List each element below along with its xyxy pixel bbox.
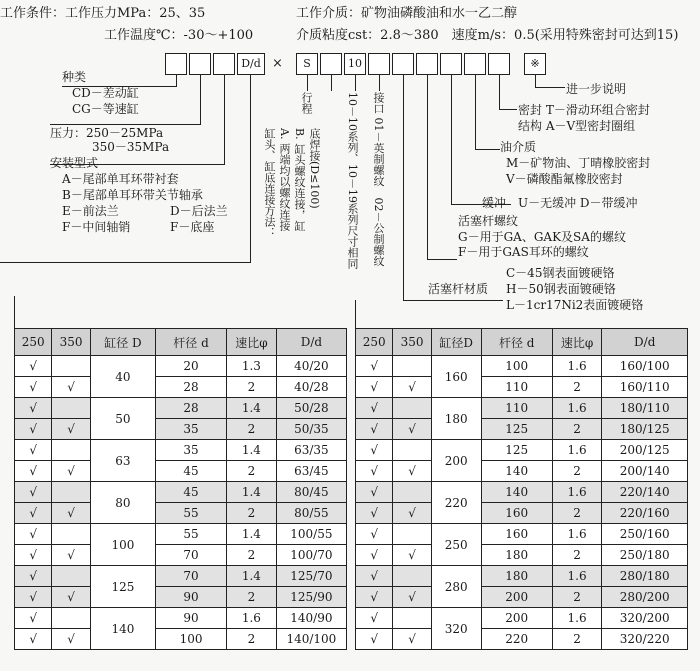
- cell-c350: [393, 524, 431, 545]
- cell-c250: √: [356, 419, 393, 440]
- cell-dd: 220/140: [602, 482, 688, 503]
- cell-rod: 45: [156, 482, 227, 503]
- cell-ratio: 2: [227, 503, 277, 524]
- cell-c350: [52, 482, 90, 503]
- table-row: [356, 482, 688, 503]
- cell-c350: [393, 398, 431, 419]
- cell-ratio: 1.4: [227, 398, 277, 419]
- cell-c350: [393, 440, 431, 461]
- cell-rod: 110: [481, 398, 552, 419]
- cell-c250: √: [15, 503, 52, 524]
- cell-bore: 50: [90, 398, 155, 440]
- cell-bore: 140: [90, 608, 155, 650]
- cell-ratio: 2: [552, 461, 602, 482]
- times-sign: ×: [272, 56, 283, 71]
- cell-rod: 28: [156, 377, 227, 398]
- cell-dd: 180/110: [602, 398, 688, 419]
- cell-c250: √: [15, 587, 52, 608]
- cell-rod: 200: [481, 608, 552, 629]
- col-250: 250: [356, 329, 393, 356]
- cell-dd: 320/200: [602, 608, 688, 629]
- cell-bore: 320: [431, 608, 481, 650]
- mount-b: B－尾部单耳环带关节轴承: [62, 188, 203, 202]
- cell-rod: 100: [156, 629, 227, 650]
- cell-c350: √: [52, 629, 90, 650]
- cell-bore: 250: [431, 524, 481, 566]
- cell-dd: 140/100: [276, 629, 346, 650]
- rod-thread-title: 活塞杆螺纹: [458, 214, 519, 228]
- mount-a: A－尾部单耳环带衬套: [62, 172, 179, 186]
- cell-bore: 40: [90, 356, 155, 398]
- cell-c250: √: [15, 524, 52, 545]
- cell-dd: 220/160: [602, 503, 688, 524]
- mount-middle: F－中间轴销: [62, 220, 131, 234]
- cell-bore: 80: [90, 482, 155, 524]
- cell-c350: √: [393, 461, 431, 482]
- cell-c250: √: [15, 629, 52, 650]
- cell-ratio: 1.4: [227, 440, 277, 461]
- series-label: 10－10系列、10－19系列尺寸相同: [346, 92, 359, 269]
- cell-dd: 50/35: [276, 419, 346, 440]
- working-medium: 工作介质：矿物油磷酸油和水一乙二醇: [296, 6, 518, 21]
- table-row: [15, 398, 347, 419]
- cell-dd: 200/125: [602, 440, 688, 461]
- rod-mat-h: H－50钢表面镀硬铬: [506, 282, 616, 296]
- code-box-s: S: [296, 53, 318, 75]
- cell-dd: 180/125: [602, 419, 688, 440]
- cell-rod: 90: [156, 587, 227, 608]
- code-box-dd: D/d: [237, 53, 265, 75]
- rod-mat-title: 活塞杆材质: [428, 282, 489, 296]
- cell-c350: [52, 524, 90, 545]
- cell-dd: 63/45: [276, 461, 346, 482]
- cell-ratio: 1.6: [552, 440, 602, 461]
- cell-dd: 125/90: [276, 587, 346, 608]
- mount-d: D－后法兰: [170, 204, 228, 218]
- cell-rod: 160: [481, 503, 552, 524]
- col-350: 350: [393, 329, 431, 356]
- cell-ratio: 2: [227, 587, 277, 608]
- code-box-star: ※: [524, 53, 546, 75]
- cell-c250: √: [15, 377, 52, 398]
- cell-c250: √: [15, 461, 52, 482]
- col-350: 350: [52, 329, 90, 356]
- cell-ratio: 1.6: [552, 482, 602, 503]
- cell-bore: 280: [431, 566, 481, 608]
- cell-c350: [52, 356, 90, 377]
- code-box-conn: [320, 53, 342, 75]
- further-note: 进一步说明: [566, 82, 627, 96]
- cell-c350: [393, 608, 431, 629]
- oil-title: 油介质: [500, 140, 537, 154]
- cell-ratio: 1.6: [552, 398, 602, 419]
- cell-dd: 50/28: [276, 398, 346, 419]
- cell-c350: [393, 356, 431, 377]
- cell-c250: √: [15, 440, 52, 461]
- table-row: [356, 587, 688, 608]
- cell-rod: 35: [156, 419, 227, 440]
- rod-thread-f: F－用于GAS耳环的螺纹: [458, 245, 589, 259]
- table-row: [15, 482, 347, 503]
- cell-c350: √: [393, 629, 431, 650]
- cell-ratio: 2: [552, 545, 602, 566]
- cell-ratio: 2: [227, 377, 277, 398]
- cell-c250: √: [356, 482, 393, 503]
- cell-c250: √: [15, 482, 52, 503]
- cell-c250: √: [356, 398, 393, 419]
- working-pressure: 工作条件：工作压力MPa：25、35: [0, 6, 206, 21]
- cell-ratio: 1.4: [227, 524, 277, 545]
- table-row: [356, 398, 688, 419]
- table-row: [356, 419, 688, 440]
- kind-title: 种类: [62, 70, 87, 84]
- cell-c250: √: [356, 587, 393, 608]
- cell-c350: √: [393, 377, 431, 398]
- cell-rod: 125: [481, 440, 552, 461]
- working-temperature: 工作温度℃：-30～+100: [104, 28, 254, 43]
- medium-viscosity: 介质粘度cst：2.8～380 速度m/s：0.5(采用特殊密封可达到15): [296, 28, 679, 43]
- cell-dd: 280/180: [602, 566, 688, 587]
- table-row: [15, 461, 347, 482]
- table-row: [15, 566, 347, 587]
- cell-c250: √: [356, 566, 393, 587]
- table-row: [15, 356, 347, 377]
- cell-c250: √: [15, 356, 52, 377]
- table-row: [15, 419, 347, 440]
- cell-dd: 280/200: [602, 587, 688, 608]
- cell-rod: 180: [481, 566, 552, 587]
- cell-ratio: 1.6: [552, 356, 602, 377]
- cell-bore: 100: [90, 524, 155, 566]
- table-row: [356, 566, 688, 587]
- cell-c250: √: [15, 566, 52, 587]
- stroke-label: 行程: [300, 92, 313, 114]
- cell-c250: √: [15, 608, 52, 629]
- oil-m: M－矿物油、丁晴橡胶密封: [506, 156, 651, 170]
- col-bore: 缸径D: [431, 329, 481, 356]
- kind-cd: CD－差动缸: [72, 86, 139, 100]
- spec-table-right: [355, 328, 688, 650]
- cell-rod: 125: [481, 419, 552, 440]
- cell-c350: √: [52, 419, 90, 440]
- cell-c350: √: [52, 377, 90, 398]
- col-ratio: 速比φ: [552, 329, 602, 356]
- code-box-thread: [368, 53, 390, 75]
- table-row: [356, 608, 688, 629]
- seal-a: 结构 A－V型密封圈组: [518, 119, 636, 133]
- cell-ratio: 1.4: [227, 566, 277, 587]
- cell-c250: √: [356, 629, 393, 650]
- table-row: [15, 545, 347, 566]
- cell-rod: 140: [481, 461, 552, 482]
- cell-dd: 140/90: [276, 608, 346, 629]
- cell-ratio: 1.4: [227, 482, 277, 503]
- cell-c250: √: [15, 545, 52, 566]
- table-row: [15, 440, 347, 461]
- seal-t: 密封 T－滑动环组合密封: [518, 103, 650, 117]
- cell-c350: √: [52, 503, 90, 524]
- cell-rod: 45: [156, 461, 227, 482]
- cell-c250: √: [356, 356, 393, 377]
- cell-c250: √: [356, 461, 393, 482]
- cell-ratio: 2: [227, 629, 277, 650]
- cell-bore: 125: [90, 566, 155, 608]
- cell-c350: √: [52, 545, 90, 566]
- rod-mat-c: C－45钢表面镀硬铬: [506, 266, 615, 280]
- table-row: [15, 629, 347, 650]
- cell-rod: 35: [156, 440, 227, 461]
- table-row: [356, 377, 688, 398]
- table-row: [15, 524, 347, 545]
- cell-c350: [393, 566, 431, 587]
- cell-ratio: 2: [227, 419, 277, 440]
- code-box-seal: [488, 53, 510, 75]
- pressure-350: 350－35MPa: [92, 140, 170, 154]
- cell-rod: 28: [156, 398, 227, 419]
- mount-f: F－底座: [170, 220, 215, 234]
- cell-dd: 160/110: [602, 377, 688, 398]
- cell-rod: 140: [481, 482, 552, 503]
- table-row: [356, 629, 688, 650]
- cell-c350: √: [52, 461, 90, 482]
- cell-ratio: 1.6: [227, 608, 277, 629]
- cell-dd: 80/55: [276, 503, 346, 524]
- cell-c250: √: [356, 608, 393, 629]
- code-box-rodmat: [392, 53, 414, 75]
- cell-c350: √: [52, 587, 90, 608]
- cell-bore: 160: [431, 356, 481, 398]
- code-box-oil: [464, 53, 486, 75]
- code-box-pressure: [189, 53, 211, 75]
- cell-dd: 320/220: [602, 629, 688, 650]
- table-row: [15, 587, 347, 608]
- cell-c250: √: [356, 524, 393, 545]
- cell-rod: 70: [156, 545, 227, 566]
- cell-c350: √: [393, 419, 431, 440]
- col-250: 250: [15, 329, 52, 356]
- cell-c250: √: [356, 377, 393, 398]
- cell-ratio: 2: [552, 377, 602, 398]
- conn-method-a: A. 两端均以螺纹连接: [278, 128, 291, 231]
- cell-rod: 20: [156, 356, 227, 377]
- code-box-buffer: [440, 53, 462, 75]
- cell-ratio: 1.6: [552, 524, 602, 545]
- buffer-note: 缓冲 U－无缓冲 D－带缓冲: [482, 196, 638, 210]
- table-row: [15, 503, 347, 524]
- cell-c250: √: [356, 545, 393, 566]
- cell-bore: 220: [431, 482, 481, 524]
- col-rod: 杆径 d: [481, 329, 552, 356]
- table-row: [15, 377, 347, 398]
- cell-ratio: 1.3: [227, 356, 277, 377]
- cell-c250: √: [15, 419, 52, 440]
- cell-rod: 200: [481, 587, 552, 608]
- code-box-kind: [165, 53, 187, 75]
- cell-rod: 160: [481, 524, 552, 545]
- cell-dd: 40/28: [276, 377, 346, 398]
- kind-cg: CG－等速缸: [72, 102, 139, 116]
- cell-rod: 110: [481, 377, 552, 398]
- cell-dd: 250/160: [602, 524, 688, 545]
- cell-ratio: 1.6: [552, 608, 602, 629]
- conn-method-title: 缸头、缸底连接方法：: [263, 128, 276, 238]
- cell-ratio: 2: [227, 461, 277, 482]
- cell-dd: 63/35: [276, 440, 346, 461]
- cell-ratio: 2: [552, 419, 602, 440]
- cell-rod: 180: [481, 545, 552, 566]
- col-dd: D/d: [602, 329, 688, 356]
- cell-ratio: 2: [552, 629, 602, 650]
- cell-c250: √: [356, 440, 393, 461]
- mount-title: 安装型式: [50, 156, 99, 170]
- conn-method-b2: 底焊接(D≤100): [308, 128, 321, 209]
- cell-c350: [393, 482, 431, 503]
- cell-bore: 63: [90, 440, 155, 482]
- col-dd: D/d: [276, 329, 346, 356]
- cell-bore: 200: [431, 440, 481, 482]
- rod-thread-g: G－用于GA、GAK及SA的螺纹: [458, 230, 626, 244]
- cell-dd: 200/140: [602, 461, 688, 482]
- col-rod: 杆径 d: [156, 329, 227, 356]
- cell-ratio: 2: [552, 587, 602, 608]
- thread-label: 接口 01－英制螺纹 02－公制螺纹: [372, 92, 385, 267]
- cell-dd: 100/70: [276, 545, 346, 566]
- cell-dd: 125/70: [276, 566, 346, 587]
- cell-c350: [52, 398, 90, 419]
- cell-dd: 80/45: [276, 482, 346, 503]
- cell-c250: √: [356, 503, 393, 524]
- cell-rod: 55: [156, 503, 227, 524]
- cell-rod: 100: [481, 356, 552, 377]
- cell-rod: 70: [156, 566, 227, 587]
- pressure-250: 压力：250－25MPa: [50, 126, 164, 140]
- cell-c350: [52, 440, 90, 461]
- code-box-mount: [213, 53, 235, 75]
- cell-bore: 180: [431, 398, 481, 440]
- cell-rod: 55: [156, 524, 227, 545]
- rod-mat-l: L－1cr17Ni2表面镀硬铬: [506, 298, 644, 312]
- cell-rod: 220: [481, 629, 552, 650]
- code-box-series: 10: [344, 53, 366, 75]
- cell-c350: √: [393, 545, 431, 566]
- table-row: [356, 461, 688, 482]
- table-row: [356, 503, 688, 524]
- cell-c350: √: [393, 587, 431, 608]
- cell-dd: 40/20: [276, 356, 346, 377]
- col-ratio: 速比φ: [227, 329, 277, 356]
- spec-table-left: [14, 328, 347, 650]
- col-bore: 缸径 D: [90, 329, 155, 356]
- table-row: [356, 356, 688, 377]
- cell-dd: 250/180: [602, 545, 688, 566]
- cell-ratio: 2: [227, 545, 277, 566]
- cell-ratio: 2: [552, 503, 602, 524]
- cell-c350: [52, 608, 90, 629]
- cell-rod: 90: [156, 608, 227, 629]
- cell-dd: 100/55: [276, 524, 346, 545]
- code-box-rodthread: [416, 53, 438, 75]
- cell-c350: [52, 566, 90, 587]
- cell-ratio: 1.6: [552, 566, 602, 587]
- cell-c250: √: [15, 398, 52, 419]
- oil-v: V－磷酸酯氟橡胶密封: [506, 172, 623, 186]
- mount-e: E－前法兰: [62, 204, 119, 218]
- conn-method-b: B. 缸头螺纹连接，缸: [293, 128, 306, 232]
- cell-dd: 160/100: [602, 356, 688, 377]
- table-row: [356, 440, 688, 461]
- table-row: [15, 608, 347, 629]
- table-row: [356, 545, 688, 566]
- table-row: [356, 524, 688, 545]
- cell-c350: √: [393, 503, 431, 524]
